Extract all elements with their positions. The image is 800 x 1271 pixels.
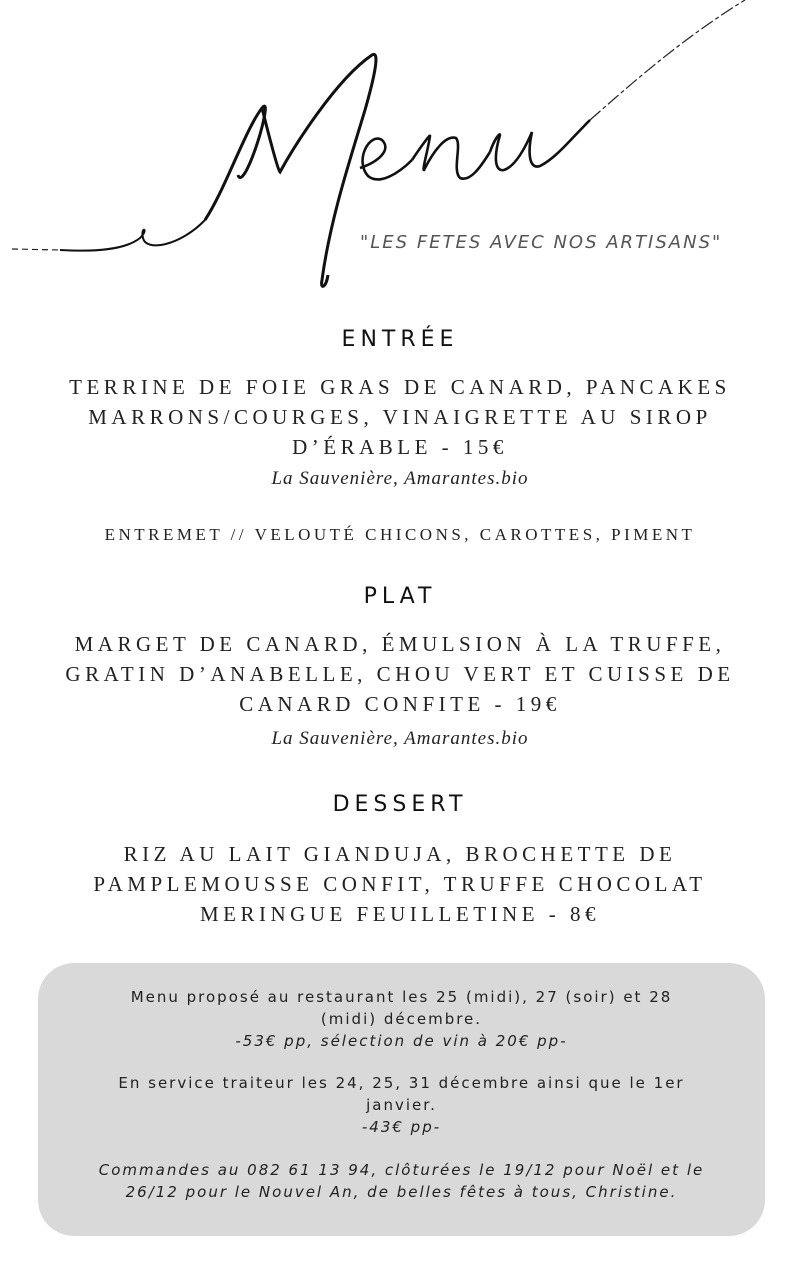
plat-producer: La Sauvenière, Amarantes.bio — [271, 728, 529, 749]
orders-info — [60, 1159, 743, 1203]
orders-info-line: Commandes au 082 61 13 94, clôturées le 19/12 pour Noël et le — [98, 1161, 705, 1179]
restaurant-info — [60, 986, 743, 1052]
entree-dish — [30, 372, 770, 462]
entree-dish-line: D’ÉRABLE - 15€ — [292, 435, 508, 459]
dessert-dish — [30, 839, 770, 929]
plat-dish-line: CANARD CONFITE - 19€ — [239, 692, 561, 716]
entree-producer: La Sauvenière, Amarantes.bio — [271, 468, 529, 489]
traiteur-price: -43€ pp- — [361, 1118, 442, 1136]
orders-info-line: 26/12 pour le Nouvel An, de belles fêtes à tous, Christine. — [125, 1183, 678, 1201]
restaurant-info-line: (midi) décembre. — [320, 1010, 483, 1028]
entree-dish-line: TERRINE DE FOIE GRAS DE CANARD, PANCAKES — [69, 375, 731, 399]
plat-dish — [30, 629, 770, 719]
traiteur-info — [60, 1072, 743, 1138]
traiteur-info-line: janvier. — [366, 1096, 437, 1114]
menu-script-title — [0, 0, 800, 300]
entremet-line: ENTREMET // VELOUTÉ CHICONS, CAROTTES, PIMENT — [104, 525, 696, 544]
dessert-dish-line: PAMPLEMOUSSE CONFIT, TRUFFE CHOCOLAT — [93, 872, 707, 896]
restaurant-price: -53€ pp, sélection de vin à 20€ pp- — [235, 1032, 568, 1050]
plat-title: PLAT — [363, 584, 437, 609]
dessert-title: DESSERT — [332, 792, 468, 817]
info-box — [38, 963, 765, 1236]
dessert-dish-line: MERINGUE FEUILLETINE - 8€ — [199, 902, 601, 926]
entree-dish-line: MARRONS/COURGES, VINAIGRETTE AU SIROP — [88, 405, 712, 429]
plat-dish-line: MARGET DE CANARD, ÉMULSION À LA TRUFFE, — [74, 632, 726, 656]
menu-header — [0, 0, 800, 300]
menu-subtitle: "LES FETES AVEC NOS ARTISANS" — [360, 232, 723, 253]
traiteur-info-line: En service traiteur les 24, 25, 31 décembre ainsi que le 1er — [118, 1074, 685, 1092]
dessert-dish-line: RIZ AU LAIT GIANDUJA, BROCHETTE DE — [123, 842, 677, 866]
plat-dish-line: GRATIN D’ANABELLE, CHOU VERT ET CUISSE DE — [65, 662, 735, 686]
restaurant-info-line: Menu proposé au restaurant les 25 (midi), 27 (soir) et 28 — [130, 988, 673, 1006]
entree-title: ENTRÉE — [341, 327, 459, 352]
